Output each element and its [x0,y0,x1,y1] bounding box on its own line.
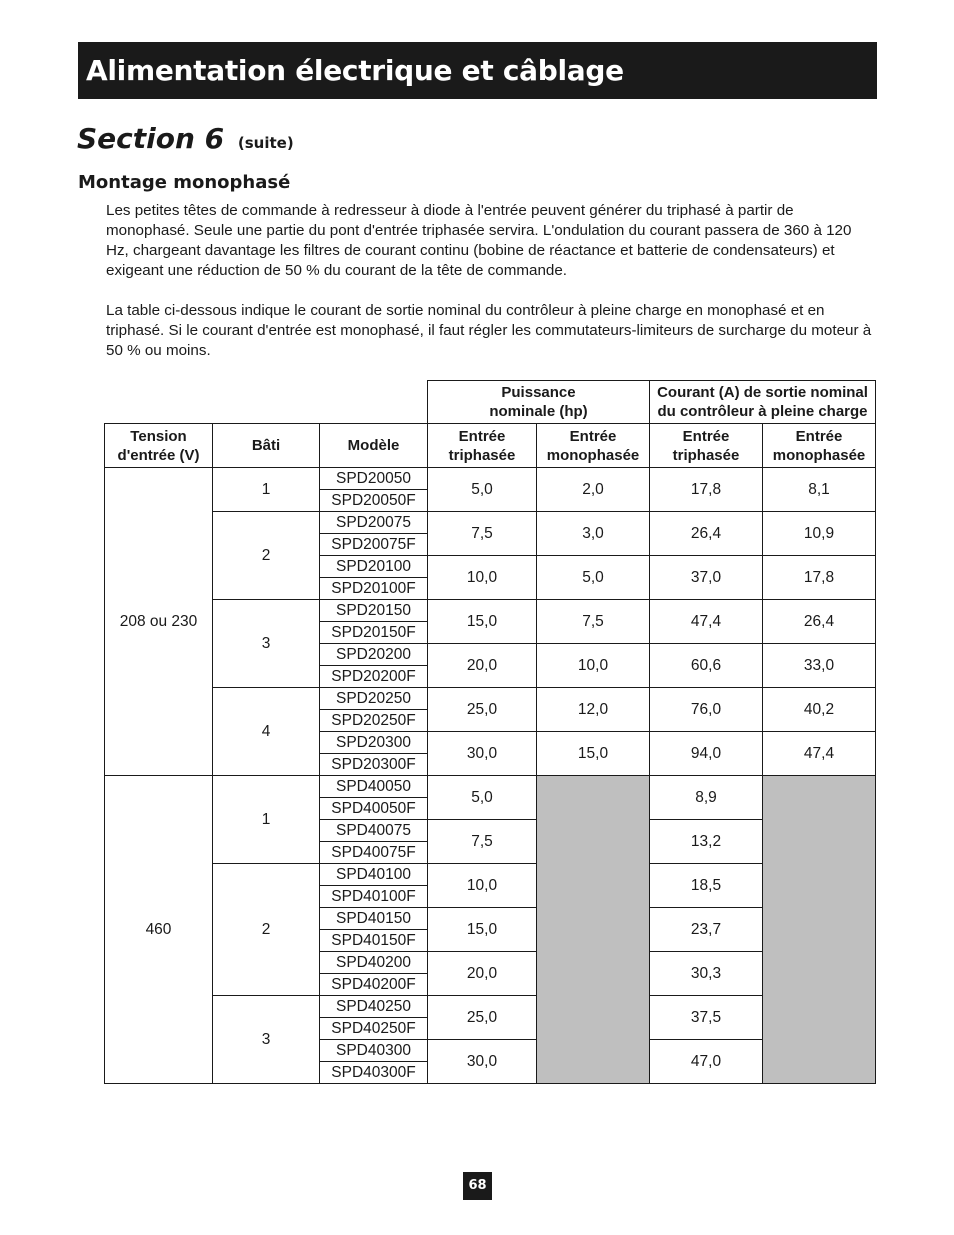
amp-three-phase-header: Entrée triphasée [650,424,763,468]
amp-three-phase-cell: 26,4 [650,512,763,556]
amp-single-phase-cell: 10,9 [763,512,876,556]
amp-three-phase-cell: 13,2 [650,820,763,864]
hp-single-phase-header: Entrée monophasée [537,424,650,468]
amp-three-phase-cell: 18,5 [650,864,763,908]
model-cell: SPD20200F [320,666,428,688]
frame-cell: 3 [213,600,320,688]
amp-three-phase-cell: 17,8 [650,468,763,512]
model-cell: SPD40200F [320,974,428,996]
voltage-column-header: Tension d'entrée (V) [105,424,213,468]
model-cell: SPD40100F [320,886,428,908]
hp-three-phase-cell: 25,0 [428,688,537,732]
hp-three-phase-cell: 5,0 [428,468,537,512]
amp-single-phase-na-cell [763,776,876,1084]
table-row [105,512,876,534]
model-cell: SPD40250F [320,1018,428,1040]
hp-single-phase-cell: 5,0 [537,556,650,600]
hp-three-phase-cell: 7,5 [428,820,537,864]
hp-three-phase-cell: 20,0 [428,952,537,996]
frame-cell: 1 [213,468,320,512]
model-cell: SPD20100 [320,556,428,578]
model-cell: SPD40075F [320,842,428,864]
model-cell: SPD20200 [320,644,428,666]
model-cell: SPD20250 [320,688,428,710]
table-body [105,468,876,1084]
hp-single-phase-cell: 2,0 [537,468,650,512]
model-cell: SPD20250F [320,710,428,732]
amp-single-phase-cell: 8,1 [763,468,876,512]
model-cell: SPD40150F [320,930,428,952]
voltage-cell: 208 ou 230 [105,468,213,776]
model-cell: SPD20050F [320,490,428,512]
table-row [105,776,876,798]
frame-cell: 1 [213,776,320,864]
hp-three-phase-cell: 5,0 [428,776,537,820]
rating-table [104,380,876,1084]
model-cell: SPD40075 [320,820,428,842]
amp-three-phase-cell: 8,9 [650,776,763,820]
model-cell: SPD20100F [320,578,428,600]
hp-three-phase-cell: 30,0 [428,732,537,776]
power-group-header: Puissance nominale (hp) [428,381,650,424]
hp-single-phase-cell: 12,0 [537,688,650,732]
model-cell: SPD40200 [320,952,428,974]
amp-three-phase-cell: 60,6 [650,644,763,688]
hp-three-phase-cell: 10,0 [428,864,537,908]
model-cell: SPD40100 [320,864,428,886]
hp-three-phase-header: Entrée triphasée [428,424,537,468]
model-cell: SPD20150 [320,600,428,622]
table-row [105,996,876,1018]
amp-three-phase-cell: 76,0 [650,688,763,732]
hp-single-phase-cell: 3,0 [537,512,650,556]
model-cell: SPD20300 [320,732,428,754]
hp-three-phase-cell: 10,0 [428,556,537,600]
amp-single-phase-cell: 17,8 [763,556,876,600]
section-title-text: Section 6 [77,122,225,155]
amp-single-phase-cell: 33,0 [763,644,876,688]
hp-three-phase-cell: 30,0 [428,1040,537,1084]
model-cell: SPD40300 [320,1040,428,1062]
page-header: Alimentation électrique et câblage [78,42,877,99]
page-number: 68 [463,1172,492,1200]
hp-three-phase-cell: 15,0 [428,600,537,644]
hp-three-phase-cell: 25,0 [428,996,537,1040]
model-cell: SPD40050F [320,798,428,820]
paragraph-1: Les petites têtes de commande à redresseur à diode à l'entrée peuvent générer du triphasé à partir de monophasé. Seule une partie du pont d'entrée triphasée servira. L'ondulation du courant passera de 360 à 120 Hz, chargeant davantage les filtres de courant continu (bobine de réactance et batterie de condensateurs) et exigeant une réduction de 50 % du courant de la tête de commande. [106,202,852,279]
frame-cell: 3 [213,996,320,1084]
hp-single-phase-cell: 15,0 [537,732,650,776]
amp-three-phase-cell: 47,4 [650,600,763,644]
table-row [105,688,876,710]
table-corner [105,381,428,424]
model-cell: SPD20050 [320,468,428,490]
table-row [105,600,876,622]
model-cell: SPD40150 [320,908,428,930]
amp-three-phase-cell: 30,3 [650,952,763,996]
amp-three-phase-cell: 23,7 [650,908,763,952]
section-subtitle: (suite) [237,134,294,152]
hp-single-phase-na-cell [537,776,650,1084]
amp-three-phase-cell: 37,5 [650,996,763,1040]
amp-three-phase-cell: 94,0 [650,732,763,776]
model-cell: SPD40050 [320,776,428,798]
section-title [77,122,294,155]
hp-three-phase-cell: 15,0 [428,908,537,952]
frame-cell: 4 [213,688,320,776]
amp-three-phase-cell: 37,0 [650,556,763,600]
model-cell: SPD40300F [320,1062,428,1084]
table-row [105,864,876,886]
hp-single-phase-cell: 7,5 [537,600,650,644]
frame-cell: 2 [213,864,320,996]
paragraph-2: La table ci-dessous indique le courant de sortie nominal du contrôleur à pleine charge en monophasé et en triphasé. Si le courant d'entrée est monophasé, il faut régler les commutateurs-limiteurs de surcharge du moteur à 50 % ou moins. [106,302,872,359]
amp-three-phase-cell: 47,0 [650,1040,763,1084]
model-cell: SPD20075F [320,534,428,556]
hp-three-phase-cell: 7,5 [428,512,537,556]
amp-single-phase-cell: 26,4 [763,600,876,644]
model-cell: SPD40250 [320,996,428,1018]
hp-three-phase-cell: 20,0 [428,644,537,688]
current-group-header: Courant (A) de sortie nominal du contrôleur à pleine charge [650,381,876,424]
table-row [105,468,876,490]
model-cell: SPD20075 [320,512,428,534]
subheading: Montage monophasé [78,172,291,193]
voltage-cell: 460 [105,776,213,1084]
amp-single-phase-cell: 40,2 [763,688,876,732]
amp-single-phase-header: Entrée monophasée [763,424,876,468]
amp-single-phase-cell: 47,4 [763,732,876,776]
hp-single-phase-cell: 10,0 [537,644,650,688]
model-column-header: Modèle [320,424,428,468]
model-cell: SPD20150F [320,622,428,644]
frame-cell: 2 [213,512,320,600]
model-cell: SPD20300F [320,754,428,776]
frame-column-header: Bâti [213,424,320,468]
